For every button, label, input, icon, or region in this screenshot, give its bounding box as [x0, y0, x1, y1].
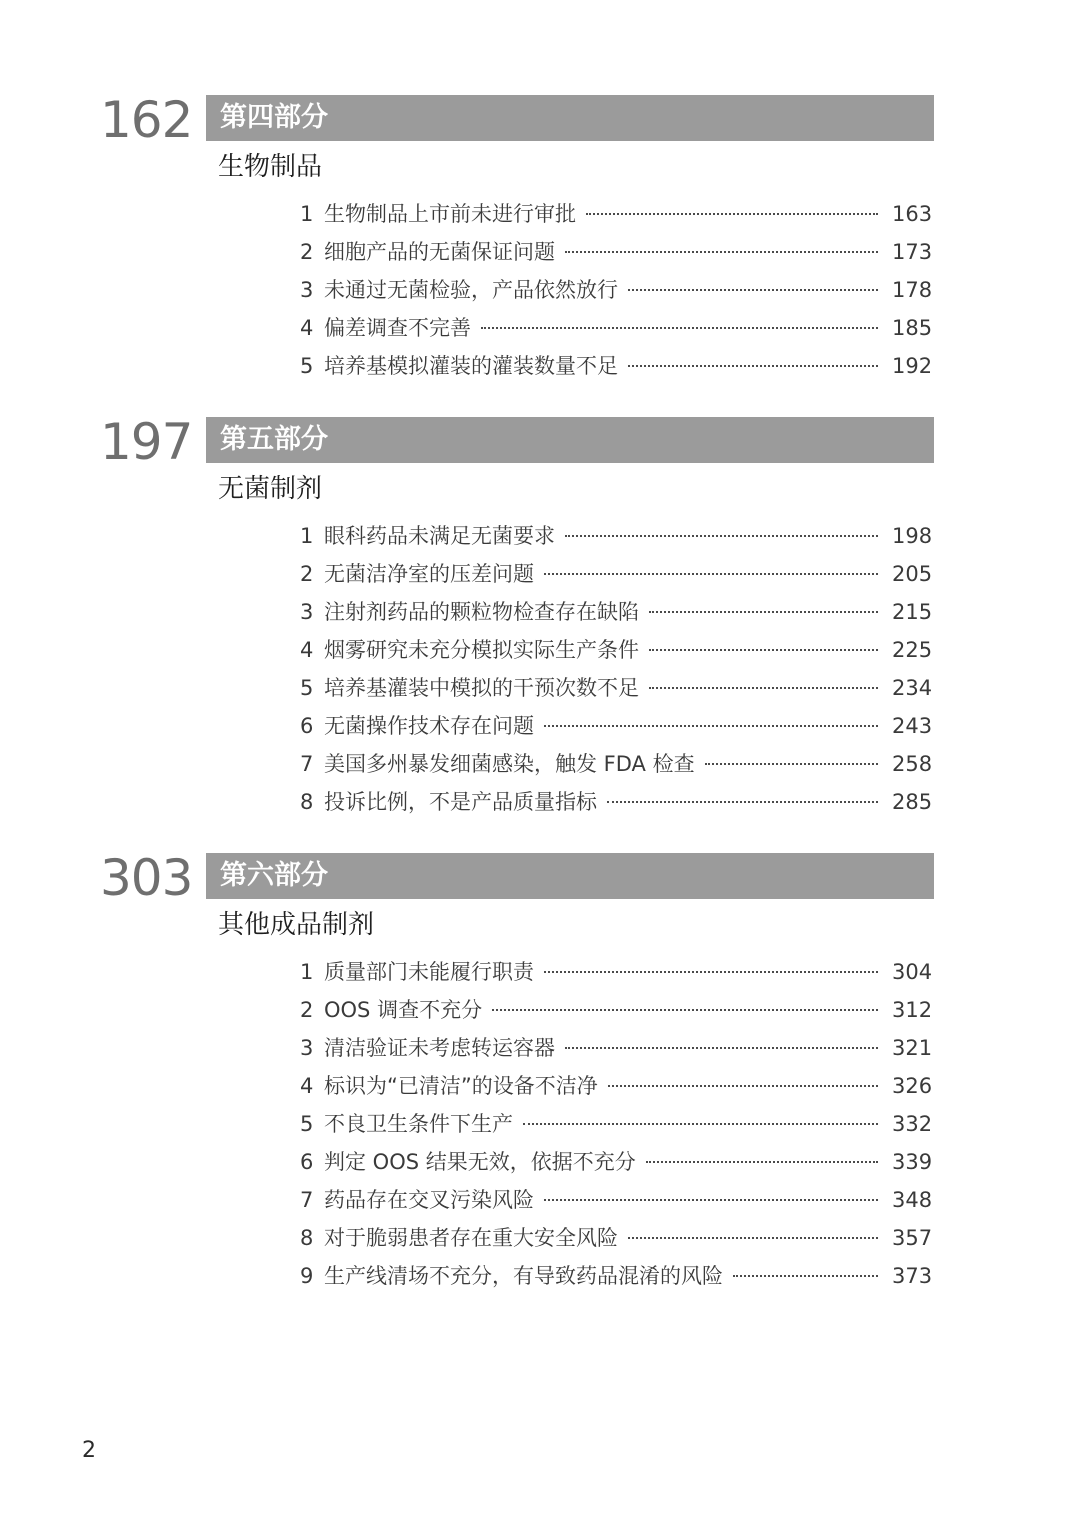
section-start-page: 162	[100, 91, 193, 149]
toc-entry[interactable]	[300, 271, 932, 309]
toc-entry-number: 5	[300, 354, 314, 378]
toc-entry-title: 生物制品上市前未进行审批	[324, 202, 576, 226]
toc-entry-title: 判定 OOS 结果无效，依据不充分	[324, 1150, 636, 1174]
toc-entry-page: 205	[892, 562, 933, 586]
toc-entry-title: 细胞产品的无菌保证问题	[324, 240, 555, 264]
toc-entry-number: 7	[300, 752, 314, 776]
toc-entry[interactable]	[300, 195, 932, 233]
dot-leader	[607, 801, 878, 803]
toc-entry[interactable]	[300, 555, 932, 593]
toc-entry-page: 339	[892, 1150, 933, 1174]
dot-leader	[586, 213, 878, 215]
toc-entry-page: 178	[892, 278, 933, 302]
dot-leader	[649, 611, 878, 613]
section-part-label: 第五部分	[220, 424, 328, 455]
toc-entry-title: 质量部门未能履行职责	[324, 960, 534, 984]
toc-entry-title: 培养基模拟灌装的灌装数量不足	[324, 354, 618, 378]
toc-entry[interactable]	[300, 1257, 932, 1295]
toc-entry[interactable]	[300, 517, 932, 555]
toc-entry[interactable]	[300, 233, 932, 271]
dot-leader	[565, 1047, 878, 1049]
toc-entry[interactable]	[300, 745, 932, 783]
toc-entry-number: 6	[300, 714, 314, 738]
toc-entry-title: 偏差调查不完善	[324, 316, 471, 340]
toc-entry-title: 美国多州暴发细菌感染，触发 FDA 检查	[324, 752, 695, 776]
toc-entry[interactable]	[300, 593, 932, 631]
toc-entry-number: 8	[300, 790, 314, 814]
toc-entry-title: 培养基灌装中模拟的干预次数不足	[324, 676, 639, 700]
toc-entry-page: 321	[892, 1036, 933, 1060]
toc-entry-number: 8	[300, 1226, 314, 1250]
toc-entry-page: 258	[892, 752, 933, 776]
section-subtitle: 无菌制剂	[218, 474, 323, 504]
toc-entry-number: 5	[300, 1112, 314, 1136]
toc-entry-number: 7	[300, 1188, 314, 1212]
toc-entry[interactable]	[300, 783, 932, 821]
toc-entry-number: 1	[300, 960, 314, 984]
toc-entry-number: 9	[300, 1264, 314, 1288]
dot-leader	[608, 1085, 878, 1087]
dot-leader	[649, 649, 878, 651]
toc-entry-title: 不良卫生条件下生产	[324, 1112, 513, 1136]
dot-leader	[565, 535, 878, 537]
toc-entry-title: OOS 调查不充分	[324, 998, 483, 1022]
dot-leader	[628, 365, 878, 367]
dot-leader	[544, 573, 878, 575]
section-subtitle: 其他成品制剂	[218, 910, 375, 940]
dot-leader	[523, 1123, 878, 1125]
toc-entry-page: 332	[892, 1112, 933, 1136]
dot-leader	[544, 725, 878, 727]
toc-entry-title: 清洁验证未考虑转运容器	[324, 1036, 555, 1060]
section-header-bar	[206, 417, 934, 463]
dot-leader	[544, 971, 878, 973]
toc-entry-page: 163	[892, 202, 933, 226]
section-part-label: 第六部分	[220, 860, 328, 891]
dot-leader	[481, 327, 878, 329]
toc-entry-page: 312	[892, 998, 933, 1022]
toc-entry-page: 192	[892, 354, 933, 378]
toc-entry-page: 373	[892, 1264, 933, 1288]
dot-leader	[646, 1161, 878, 1163]
toc-entry-page: 243	[892, 714, 933, 738]
toc-entry-list	[300, 517, 932, 821]
toc-entry[interactable]	[300, 953, 932, 991]
toc-entry-title: 眼科药品未满足无菌要求	[324, 524, 555, 548]
dot-leader	[733, 1275, 878, 1277]
toc-entry-list	[300, 195, 932, 385]
toc-entry-number: 3	[300, 1036, 314, 1060]
toc-entry-number: 2	[300, 240, 314, 264]
toc-entry-number: 5	[300, 676, 314, 700]
toc-entry-number: 4	[300, 638, 314, 662]
toc-entry-title: 投诉比例，不是产品质量指标	[324, 790, 597, 814]
toc-entry-title: 烟雾研究未充分模拟实际生产条件	[324, 638, 639, 662]
toc-entry[interactable]	[300, 1029, 932, 1067]
section-header-bar	[206, 853, 934, 899]
toc-entry[interactable]	[300, 707, 932, 745]
dot-leader	[628, 289, 878, 291]
toc-entry[interactable]	[300, 309, 932, 347]
toc-entry-title: 对于脆弱患者存在重大安全风险	[324, 1226, 618, 1250]
toc-entry[interactable]	[300, 991, 932, 1029]
toc-entry-page: 326	[892, 1074, 933, 1098]
dot-leader	[565, 251, 878, 253]
toc-entry[interactable]	[300, 1067, 932, 1105]
toc-entry[interactable]	[300, 631, 932, 669]
toc-entry-page: 285	[892, 790, 933, 814]
toc-entry-page: 215	[892, 600, 933, 624]
toc-entry-number: 1	[300, 202, 314, 226]
toc-entry-title: 生产线清场不充分，有导致药品混淆的风险	[324, 1264, 723, 1288]
toc-entry[interactable]	[300, 1143, 932, 1181]
toc-entry-page: 225	[892, 638, 933, 662]
section-subtitle: 生物制品	[218, 152, 323, 182]
toc-entry-list	[300, 953, 932, 1295]
toc-entry[interactable]	[300, 669, 932, 707]
toc-entry-number: 2	[300, 998, 314, 1022]
toc-entry-number: 4	[300, 1074, 314, 1098]
toc-entry-number: 4	[300, 316, 314, 340]
toc-entry-number: 2	[300, 562, 314, 586]
toc-entry[interactable]	[300, 1181, 932, 1219]
section-start-page: 197	[100, 413, 193, 471]
toc-entry[interactable]	[300, 347, 932, 385]
section-header-bar	[206, 95, 934, 141]
section-part-label: 第四部分	[220, 102, 328, 133]
toc-entry-page: 234	[892, 676, 933, 700]
dot-leader	[649, 687, 878, 689]
toc-entry[interactable]	[300, 1219, 932, 1257]
toc-entry-page: 348	[892, 1188, 933, 1212]
toc-entry-page: 173	[892, 240, 933, 264]
toc-entry-title: 无菌操作技术存在问题	[324, 714, 534, 738]
toc-entry-page: 185	[892, 316, 933, 340]
toc-entry-number: 6	[300, 1150, 314, 1174]
section-start-page: 303	[100, 849, 193, 907]
page-folio-number: 2	[82, 1438, 96, 1463]
toc-entry-title: 注射剂药品的颗粒物检查存在缺陷	[324, 600, 639, 624]
dot-leader	[544, 1199, 878, 1201]
toc-entry-title: 未通过无菌检验，产品依然放行	[324, 278, 618, 302]
toc-entry[interactable]	[300, 1105, 932, 1143]
toc-entry-number: 1	[300, 524, 314, 548]
dot-leader	[628, 1237, 878, 1239]
toc-entry-title: 无菌洁净室的压差问题	[324, 562, 534, 586]
toc-entry-number: 3	[300, 278, 314, 302]
toc-entry-title: 标识为“已清洁”的设备不洁净	[324, 1074, 598, 1098]
toc-entry-title: 药品存在交叉污染风险	[324, 1188, 534, 1212]
toc-entry-number: 3	[300, 600, 314, 624]
dot-leader	[705, 763, 878, 765]
dot-leader	[492, 1009, 878, 1011]
toc-entry-page: 304	[892, 960, 933, 984]
toc-entry-page: 357	[892, 1226, 933, 1250]
toc-entry-page: 198	[892, 524, 933, 548]
